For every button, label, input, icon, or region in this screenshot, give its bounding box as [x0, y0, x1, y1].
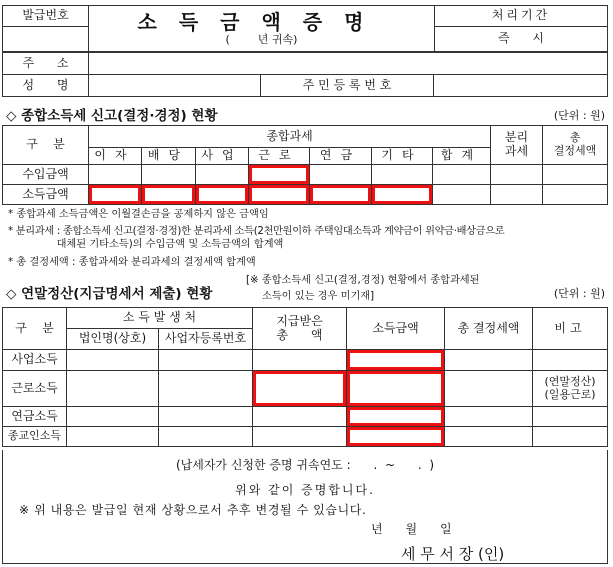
section2-title: ◇ 연말정산(지급명세서 제출) 현황	[6, 286, 213, 302]
business-bizno[interactable]	[159, 350, 253, 371]
section1-title: ◇ 종합소득세 신고(결정·경정) 현황	[6, 108, 218, 124]
name-label: 성 명	[3, 75, 89, 97]
income-other[interactable]	[372, 185, 433, 205]
address-label: 주 소	[3, 53, 89, 75]
income-total[interactable]	[433, 185, 491, 205]
section2-subnote-2: 소득이 있는 경우 미기재]	[262, 291, 375, 302]
section1-group-label: 종합과세	[89, 126, 491, 148]
revenue-labor[interactable]	[249, 165, 310, 185]
section2-table	[2, 307, 608, 447]
religious-bizno[interactable]	[159, 427, 253, 447]
religious-paid[interactable]	[253, 427, 347, 447]
col-total: 합계	[433, 148, 491, 165]
col-labor: 근로	[249, 148, 310, 165]
labor-paid[interactable]	[253, 371, 347, 407]
row-business-income: 사업소득	[3, 350, 67, 371]
revenue-total-tax[interactable]	[543, 165, 608, 185]
section1-table	[2, 125, 608, 205]
corp-name-label: 법인명(상호)	[67, 329, 159, 350]
issue-no-value[interactable]	[3, 27, 89, 52]
note-2: * 분리과세 : 종합소득세 신고(결정·경정)한 분리과세 소득(2천만원이하 주택임대소득과 계약금이 위약금·배상금으로	[8, 226, 505, 237]
row-religious-income: 종교인소득	[3, 427, 67, 447]
labor-corp[interactable]	[67, 371, 159, 407]
address-value[interactable]	[89, 53, 608, 75]
income-total-tax[interactable]	[543, 185, 608, 205]
paid-total-label	[253, 308, 347, 350]
labor-remark: (연말정산) (일용근로)	[533, 371, 608, 407]
revenue-other[interactable]	[372, 165, 433, 185]
pension-remark	[533, 407, 608, 427]
business-tax[interactable]	[445, 350, 533, 371]
issue-no-label: 발급번호	[3, 6, 89, 27]
col-business: 사업	[196, 148, 249, 165]
note-3: 대체된 기타소득)의 수입금액 및 소득금액의 합계액	[8, 239, 284, 250]
pension-paid[interactable]	[253, 407, 347, 427]
bizno-label: 사업자등록번호	[159, 329, 253, 350]
religious-remark	[533, 427, 608, 447]
income-separate[interactable]	[491, 185, 543, 205]
business-corp[interactable]	[67, 350, 159, 371]
rrn-label: 주 민 등 록 번 호	[261, 75, 434, 97]
document-title-cell	[89, 6, 435, 52]
header-table	[2, 5, 608, 52]
business-income[interactable]	[347, 350, 445, 371]
period-line: (납세자가 신청한 증명 귀속연도 : . ~ . )	[175, 458, 435, 472]
row-pension-income: 연금소득	[3, 407, 67, 427]
paid-total-label-line2: 총 액	[276, 327, 323, 342]
paid-total-label-line1: 지급받은	[276, 313, 323, 328]
pension-tax[interactable]	[445, 407, 533, 427]
revenue-separate[interactable]	[491, 165, 543, 185]
row-labor-income: 근로소득	[3, 371, 67, 407]
income-interest[interactable]	[89, 185, 142, 205]
person-table	[2, 52, 608, 97]
income-pension[interactable]	[310, 185, 372, 205]
note-1: * 종합과세 소득금액은 이월결손금을 공제하지 않은 금액임	[8, 209, 269, 220]
document-title: 소득금액증명	[137, 9, 386, 34]
note-4: * 총 결정세액 : 종합과세와 분리과세의 결정세액 합계액	[8, 257, 256, 268]
revenue-dividend[interactable]	[142, 165, 196, 185]
income-labor[interactable]	[249, 185, 310, 205]
warning-line: ※ 위 내용은 발급일 현재 상황으로서 추후 변경될 수 있습니다.	[19, 503, 367, 517]
religious-corp[interactable]	[67, 427, 159, 447]
process-period-value: 즉 시	[435, 27, 608, 52]
pension-income[interactable]	[347, 407, 445, 427]
labor-income[interactable]	[347, 371, 445, 407]
labor-tax[interactable]	[445, 371, 533, 407]
section1-division-label: 구 분	[3, 126, 89, 165]
revenue-pension[interactable]	[310, 165, 372, 185]
total-tax-label: 총 결정세액	[543, 126, 608, 165]
footer-box	[2, 450, 608, 564]
section2-division-label: 구 분	[3, 308, 67, 350]
pension-corp[interactable]	[67, 407, 159, 427]
col-dividend: 배당	[142, 148, 196, 165]
name-value[interactable]	[89, 75, 261, 97]
process-period-label: 처리기간	[435, 6, 608, 27]
issuer-line: 세 무 서 장 (인)	[401, 545, 505, 563]
religious-income[interactable]	[347, 427, 445, 447]
section2-total-tax-label: 총 결정세액	[445, 308, 533, 350]
revenue-total[interactable]	[433, 165, 491, 185]
col-interest: 이자	[89, 148, 142, 165]
religious-tax[interactable]	[445, 427, 533, 447]
certify-line: 위와 같이 증명합니다.	[235, 483, 375, 497]
income-dividend[interactable]	[142, 185, 196, 205]
business-paid[interactable]	[253, 350, 347, 371]
tax-year-label: ( 년 귀속)	[225, 32, 298, 46]
date-line: 년 월 일	[371, 522, 452, 536]
row-income-label: 소득금액	[3, 185, 89, 205]
row-revenue-label: 수입금액	[3, 165, 89, 185]
section2-unit: (단위 : 원)	[553, 287, 605, 300]
section1-unit: (단위 : 원)	[553, 109, 605, 122]
labor-bizno[interactable]	[159, 371, 253, 407]
col-other: 기타	[372, 148, 433, 165]
pension-bizno[interactable]	[159, 407, 253, 427]
business-remark	[533, 350, 608, 371]
rrn-value[interactable]	[434, 75, 608, 97]
remark-label: 비고	[533, 308, 608, 350]
separate-tax-label: 분리 과세	[491, 126, 543, 165]
revenue-business[interactable]	[196, 165, 249, 185]
section2-income-label: 소득금액	[347, 308, 445, 350]
income-source-label: 소 득 발 생 처	[67, 308, 253, 329]
section2-subnote-1: [※ 종합소득세 신고(결정,경정) 현황에서 종합과세된	[246, 275, 480, 286]
income-business[interactable]	[196, 185, 249, 205]
revenue-interest[interactable]	[89, 165, 142, 185]
col-pension: 연금	[310, 148, 372, 165]
